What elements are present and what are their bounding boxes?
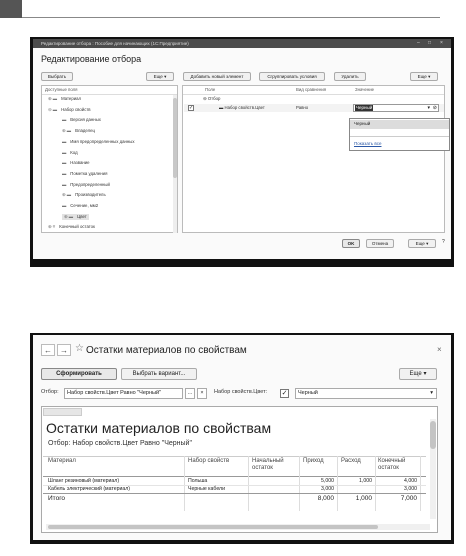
tree-node-icon: ⊕ ▬ xyxy=(48,96,58,101)
tree-node-icon: ▬ xyxy=(62,138,67,144)
window-titlebar xyxy=(33,39,451,48)
window-title: Редактирование отбора : Пособие для начинающих (1С:Предприятие) xyxy=(41,41,189,46)
col-comparison-header: Вид сравнения xyxy=(296,87,327,92)
open-link-icon[interactable]: ⊘ xyxy=(432,105,437,111)
cell-receipt: 5,000 xyxy=(321,478,334,484)
cell-material: Кабель электрический (материал) xyxy=(48,486,131,492)
horizontal-scrollbar-thumb[interactable] xyxy=(48,525,378,529)
help-icon[interactable]: ? xyxy=(442,239,445,245)
page-header-rule xyxy=(22,17,440,18)
group-conditions-button[interactable]: Сгруппировать условия xyxy=(259,72,325,81)
divider xyxy=(43,493,426,494)
cell-receipt: 3,000 xyxy=(321,486,334,492)
chevron-down-icon: ▾ xyxy=(423,371,427,377)
col-header-property-set: Набор свойств xyxy=(188,458,230,464)
ok-button[interactable]: OK xyxy=(342,239,360,248)
cell-property-set: Польша xyxy=(188,478,208,484)
color-filter-label: Набор свойств.Цвет: xyxy=(214,389,268,395)
close-icon[interactable]: × xyxy=(440,40,443,46)
tree-item-label: Конечный остаток xyxy=(59,224,95,230)
row-value-input[interactable] xyxy=(353,104,439,112)
generate-button[interactable]: Сформировать xyxy=(41,368,117,380)
tree-item-label: Владелец xyxy=(75,128,95,134)
add-new-element-button[interactable]: Добавить новый элемент xyxy=(183,72,251,81)
chevron-down-icon: ▾ xyxy=(426,241,429,246)
tree-node-icon: ▬ xyxy=(62,181,67,187)
divider xyxy=(420,456,421,511)
cell-material: Шланг резиновый (материал) xyxy=(48,478,120,484)
report-title: Остатки материалов по свойствам xyxy=(46,420,272,436)
tree-node-icon: ▬ xyxy=(62,203,67,208)
tree-item[interactable] xyxy=(62,192,106,198)
row-comparison[interactable]: Равно xyxy=(296,105,309,110)
tree-node-icon: ▬ xyxy=(62,149,67,155)
available-fields-panel xyxy=(41,85,178,233)
cell-closing-balance: 3,000 xyxy=(404,486,417,492)
total-expense: 1,000 xyxy=(355,495,372,502)
value-dropdown-list xyxy=(349,118,450,151)
col-header-material: Материал xyxy=(48,458,76,464)
col-header-opening-balance: Начальный остаток xyxy=(252,458,284,471)
collapse-icon[interactable]: ⊖ xyxy=(203,96,207,101)
chevron-down-icon: ▾ xyxy=(428,74,431,79)
report-window xyxy=(33,335,451,540)
choose-variant-button[interactable]: Выбрать вариант... xyxy=(121,368,197,380)
tree-item[interactable] xyxy=(62,139,135,145)
row-checkbox[interactable]: ✓ xyxy=(189,105,194,111)
star-icon[interactable]: ☆ xyxy=(75,343,84,354)
col-value-header: Значение xyxy=(355,87,375,92)
tree-item-label: Набор свойств xyxy=(61,106,91,112)
color-value-text: Черный xyxy=(298,390,318,396)
divider xyxy=(184,456,185,511)
tree-item[interactable] xyxy=(48,96,81,102)
vertical-scrollbar-thumb[interactable] xyxy=(430,421,436,449)
filter-input[interactable] xyxy=(64,388,183,399)
footer-more-button[interactable] xyxy=(408,239,436,248)
col-header-closing-balance: Конечный остаток xyxy=(378,458,406,471)
chevron-down-icon: ▾ xyxy=(164,74,167,79)
tree-item-label: Предопределенный xyxy=(70,181,110,187)
chevron-down-icon[interactable]: ▾ xyxy=(430,390,433,396)
show-all-link[interactable]: Показать все xyxy=(354,141,382,146)
divider xyxy=(350,136,449,137)
tree-item[interactable] xyxy=(62,182,110,188)
tree-node-icon: ⊕ ▬ xyxy=(62,192,72,198)
tree-item[interactable] xyxy=(62,214,89,220)
page-title: Редактирование отбора xyxy=(41,54,142,64)
col-field-header: Поле xyxy=(205,87,216,92)
cell-expense: 1,000 xyxy=(359,478,372,484)
select-button[interactable]: Выбрать xyxy=(41,72,73,81)
tree-item-label: Сечение, мм2 xyxy=(70,203,99,208)
cancel-button[interactable]: Отмена xyxy=(366,239,394,248)
tree-item[interactable] xyxy=(48,107,91,113)
tree-item[interactable] xyxy=(62,150,78,156)
more-label: Еще xyxy=(409,371,422,377)
report-settings-tab[interactable] xyxy=(43,408,82,416)
tree-item-label: Код xyxy=(70,149,78,155)
tree-item[interactable] xyxy=(62,171,107,177)
row-value-text: Черный xyxy=(356,105,373,110)
tree-node-icon: ▬ xyxy=(62,160,67,166)
page-title: Остатки материалов по свойствам xyxy=(86,345,247,356)
tree-item[interactable] xyxy=(62,160,90,166)
minimize-icon[interactable]: – xyxy=(417,40,420,46)
col-header-expense: Расход xyxy=(341,458,361,464)
tree-item-label: Материал xyxy=(61,96,82,101)
tree-item[interactable] xyxy=(62,128,95,134)
total-closing-balance: 7,000 xyxy=(400,495,417,502)
filter-editor-window xyxy=(33,39,451,259)
field-icon: ▬ xyxy=(219,105,224,110)
cell-closing-balance: 4,000 xyxy=(404,478,417,484)
more-button[interactable] xyxy=(399,368,437,380)
tree-node-icon: ⊕ ▬ xyxy=(64,213,74,219)
tree-item-label: Название xyxy=(70,160,90,166)
dropdown-option-label: Черный xyxy=(354,121,371,126)
forward-button[interactable]: → xyxy=(57,344,71,356)
filter-label: Отбор: xyxy=(41,389,59,395)
filter-group-row[interactable] xyxy=(203,96,220,102)
color-filter-checkbox[interactable]: ✓ xyxy=(281,390,288,397)
filter-conditions-grid xyxy=(182,85,445,233)
tree-node-icon: ⊖ ▬ xyxy=(48,106,58,112)
divider xyxy=(43,476,426,477)
screenshot-filter-editor xyxy=(30,37,454,267)
screenshot-report xyxy=(30,333,454,544)
color-value-input[interactable] xyxy=(295,388,437,399)
available-fields-header: Доступные поля xyxy=(45,87,78,92)
tree-item[interactable] xyxy=(48,224,95,230)
total-label: Итого xyxy=(48,495,66,502)
report-document xyxy=(41,406,438,533)
filter-value: Набор свойств.Цвет Равно "Черный" xyxy=(67,390,161,396)
group-row-label: Отбор xyxy=(207,96,221,101)
total-receipt: 8,000 xyxy=(317,495,334,502)
tree-node-icon: ⊕ # xyxy=(48,224,56,230)
divider xyxy=(42,94,177,95)
tree-node-icon: ⊕ ▬ xyxy=(62,128,72,134)
close-icon[interactable]: × xyxy=(437,345,442,354)
back-button[interactable]: ← xyxy=(41,344,55,356)
divider xyxy=(43,456,426,457)
tree-item-label: Имя предопределенных данных xyxy=(70,138,135,144)
more-left-label: Еще xyxy=(153,74,163,79)
divider xyxy=(183,94,444,95)
tree-item-label: Цвет xyxy=(77,213,87,219)
footer-more-label: Еще xyxy=(415,241,425,246)
scrollbar-thumb[interactable] xyxy=(173,98,177,178)
tree-item-label: Версия данных xyxy=(70,117,101,123)
row-field xyxy=(219,105,265,111)
page-corner-mark xyxy=(0,0,22,18)
more-left-button[interactable] xyxy=(146,72,174,81)
cell-property-set: Черные кабели xyxy=(188,486,225,492)
filter-select-button[interactable]: … xyxy=(185,388,195,399)
delete-button[interactable]: Удалить xyxy=(334,72,366,81)
divider xyxy=(248,456,249,511)
more-right-button[interactable] xyxy=(410,72,438,81)
tree-item-label: Пометка удаления xyxy=(70,170,108,176)
dropdown-option[interactable] xyxy=(350,120,449,129)
tree-item[interactable] xyxy=(62,117,101,123)
maximize-icon[interactable]: □ xyxy=(428,40,432,46)
filter-clear-icon[interactable]: × xyxy=(197,388,207,399)
row-field-label: Набор свойств.Цвет xyxy=(224,105,265,110)
tree-item-label: Производитель xyxy=(75,192,106,198)
more-right-label: Еще xyxy=(417,74,427,79)
col-header-receipt: Приход xyxy=(303,458,324,464)
report-filter-line: Отбор: Набор свойств.Цвет Равно "Черный" xyxy=(48,440,192,447)
tree-item[interactable] xyxy=(62,203,98,209)
dropdown-arrow-icon[interactable]: ▾ xyxy=(427,105,430,111)
tree-node-icon: ▬ xyxy=(62,117,67,123)
tree-node-icon: ▬ xyxy=(62,170,67,176)
